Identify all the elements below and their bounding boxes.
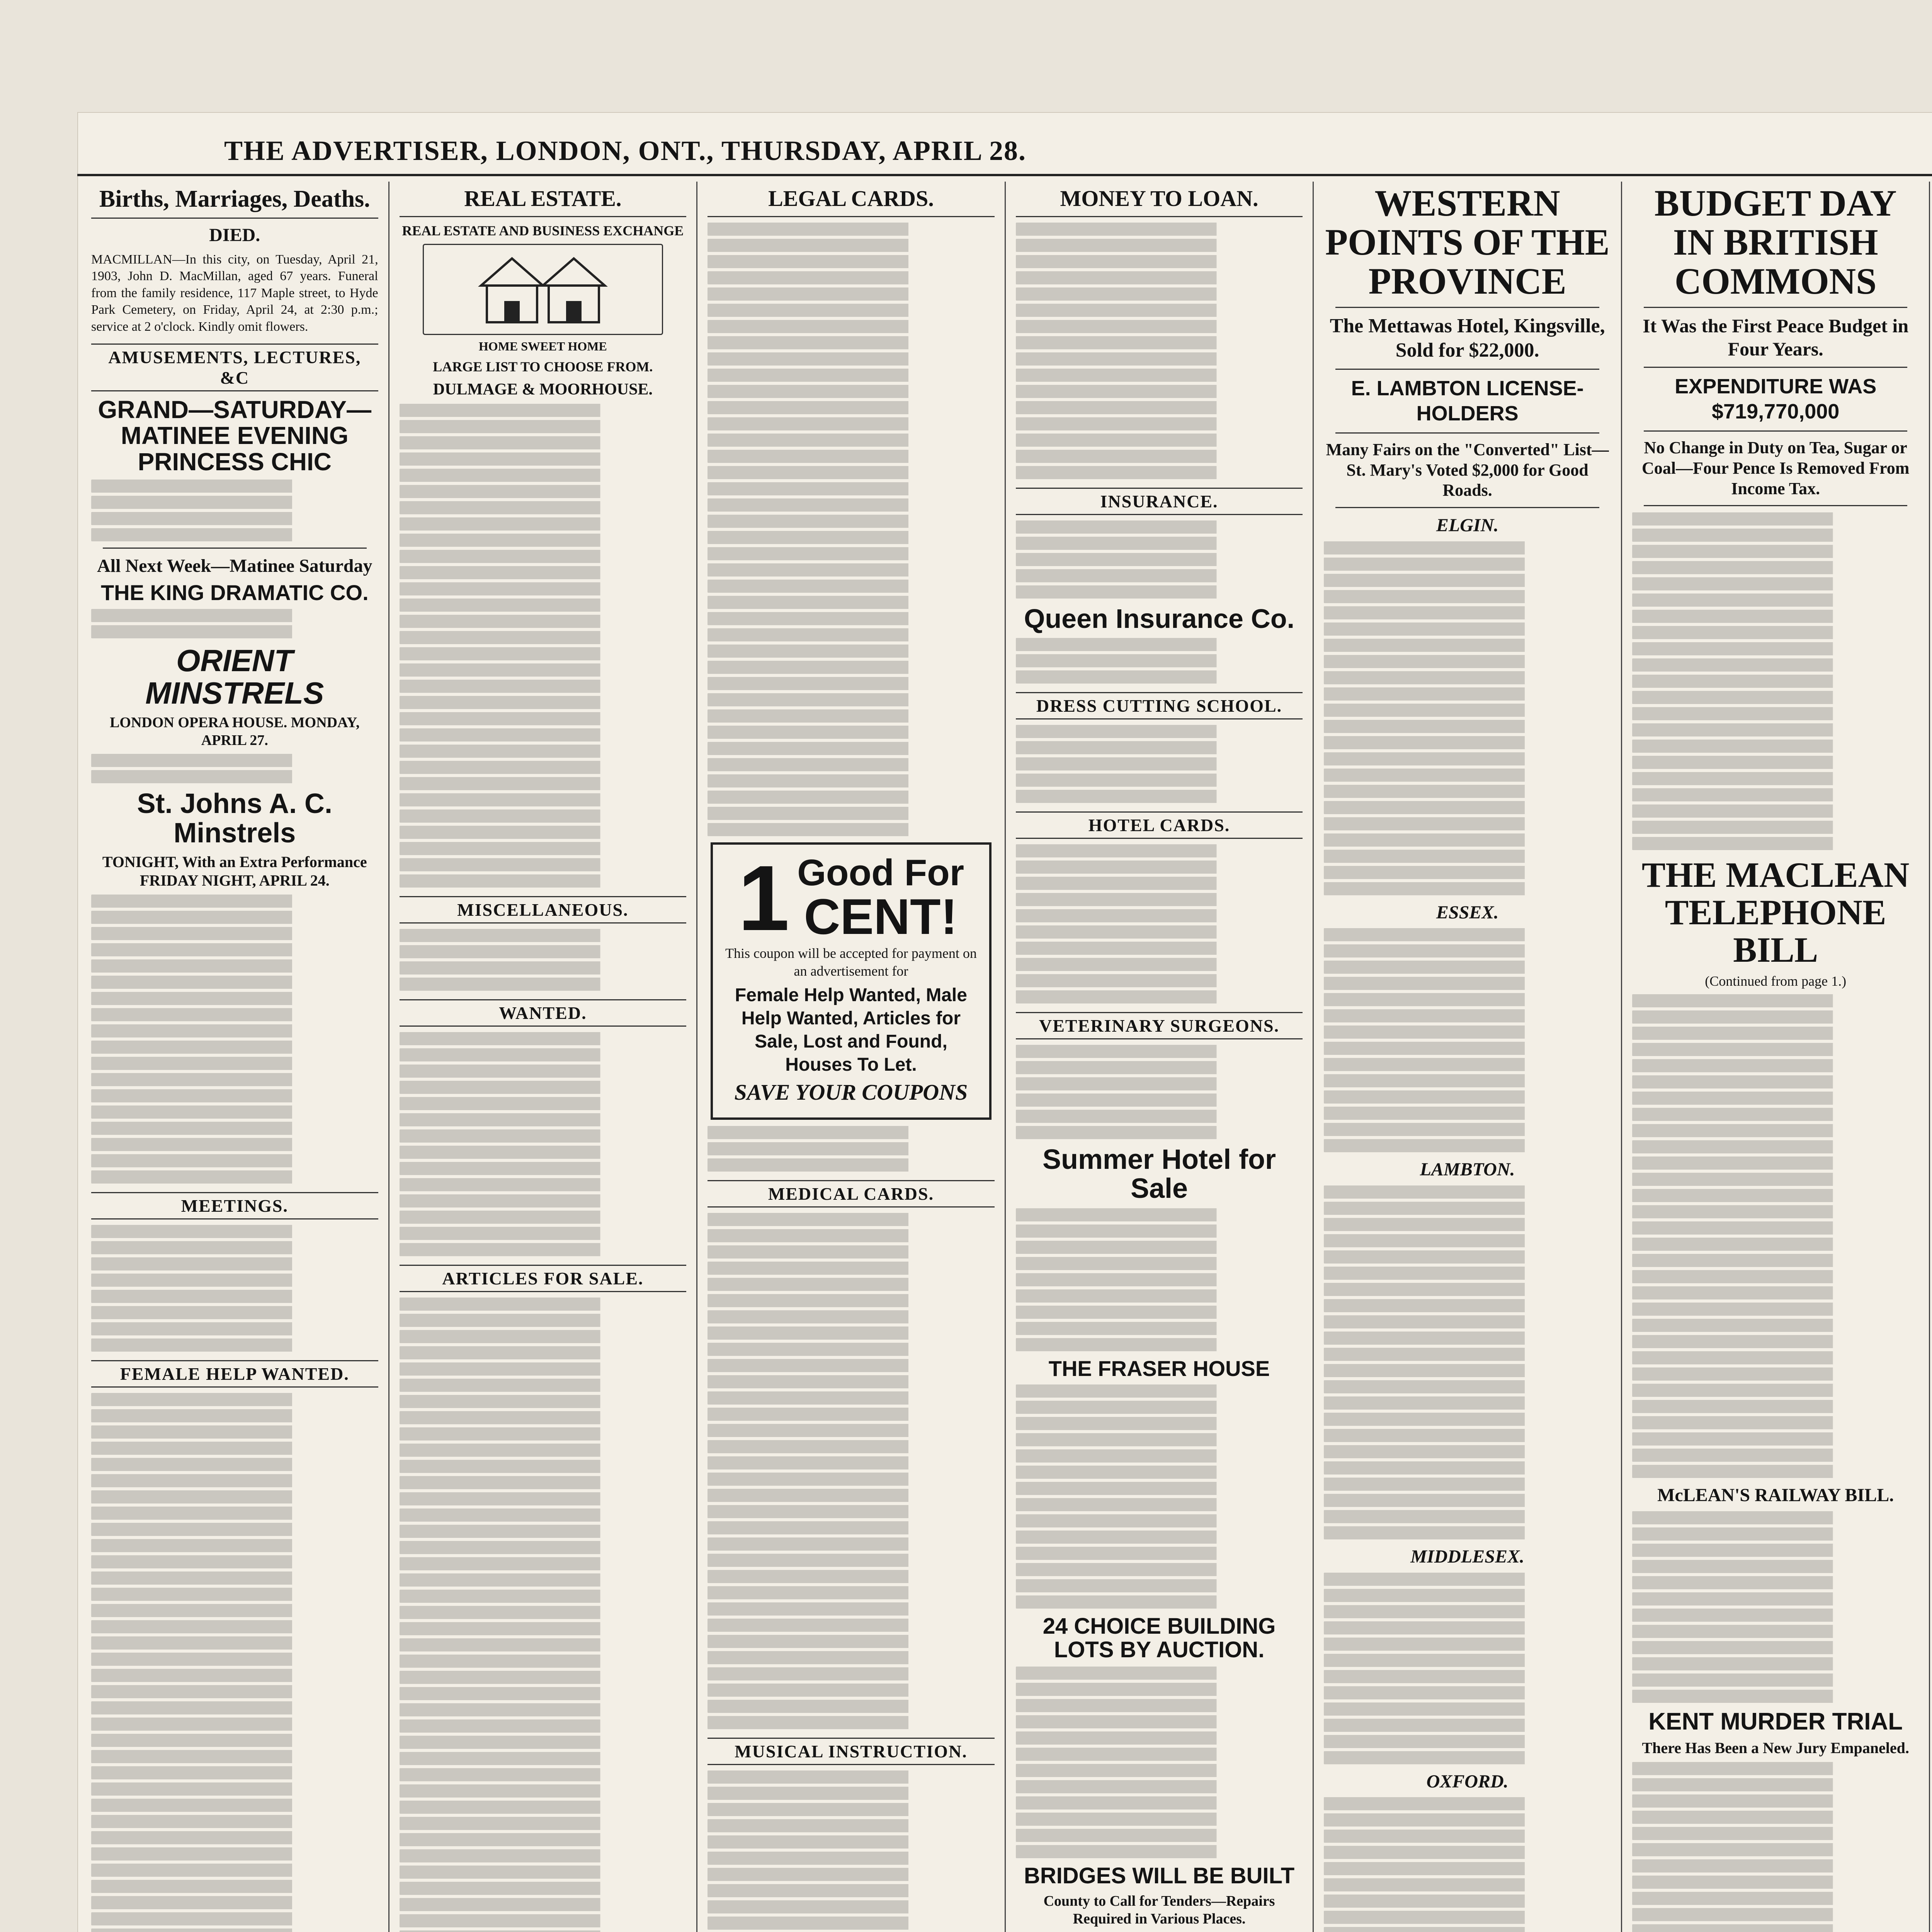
large-list: LARGE LIST TO CHOOSE FROM. xyxy=(433,359,653,374)
meetings-heading: MEETINGS. xyxy=(91,1192,378,1219)
dress-cutting-heading: DRESS CUTTING SCHOOL. xyxy=(1016,692,1303,719)
king-dramatic-co: THE KING DRAMATIC CO. xyxy=(100,580,369,605)
died-notice: MACMILLAN—In this city, on Tuesday, April 21, 1903, John D. MacMillan, aged 67 years. Funeral from the family residence, 117 Maple street, to Hyde Park Cemetery, on Friday, April 24, at 2:30 p.m.; service at 2 o'clock. Kindly omit flowers. xyxy=(91,252,378,334)
middlesex-heading: MIDDLESEX. xyxy=(1410,1546,1524,1567)
expenditure-deck: EXPENDITURE WAS $719,770,000 xyxy=(1675,375,1877,423)
bridges-deck: County to Call for Tenders—Repairs Required in Various Places. xyxy=(1043,1893,1275,1927)
budget-day-headline: BUDGET DAY IN BRITISH COMMONS xyxy=(1654,182,1897,302)
kent-deck: There Has Been a New Jury Empaneled. xyxy=(1642,1739,1909,1757)
real-estate-exchange: REAL ESTATE AND BUSINESS EXCHANGE xyxy=(402,223,684,238)
amusements-heading: AMUSEMENTS, LECTURES, &C xyxy=(91,344,378,391)
coupon-good-for: Good For xyxy=(797,852,964,893)
column-real-estate xyxy=(389,182,698,1932)
coupon-list: Female Help Wanted, Male Help Wanted, Articles for Sale, Lost and Found, Houses To Let. xyxy=(735,985,967,1075)
grand-princess-chic: GRAND—SATURDAY—MATINEE EVENING PRINCESS CHIC xyxy=(98,396,372,476)
masthead-title: THE ADVERTISER, LONDON, ONT., THURSDAY, APRIL 28. xyxy=(224,135,1026,166)
elgin-heading: ELGIN. xyxy=(1436,515,1499,536)
wanted-heading: WANTED. xyxy=(400,999,687,1027)
western-points-headline: WESTERN POINTS OF THE PROVINCE xyxy=(1325,182,1610,302)
column-budget-day xyxy=(1622,182,1930,1932)
st-johns-minstrels: St. Johns A. C. Minstrels xyxy=(137,788,332,849)
money-to-loan-heading: MONEY TO LOAN. xyxy=(1016,182,1303,217)
column-house-cleaning xyxy=(1930,182,1932,1932)
hotel-cards-heading: HOTEL CARDS. xyxy=(1016,811,1303,839)
peace-budget-deck: It Was the First Peace Budget in Four Years. xyxy=(1643,315,1909,360)
oxford-heading: OXFORD. xyxy=(1426,1771,1509,1792)
real-estate-heading: REAL ESTATE. xyxy=(400,182,687,217)
summer-hotel-for-sale: Summer Hotel for Sale xyxy=(1042,1144,1276,1204)
coupon-number: 1 xyxy=(738,846,790,950)
the-fraser-house: THE FRASER HOUSE xyxy=(1048,1356,1270,1381)
lambton-heading: LAMBTON. xyxy=(1420,1159,1515,1180)
st-johns-minstrels-sub: TONIGHT, With an Extra Performance FRIDAY NIGHT, APRIL 24. xyxy=(102,853,367,889)
musical-instruction-heading: MUSICAL INSTRUCTION. xyxy=(707,1738,995,1765)
continued-note: (Continued from page 1.) xyxy=(1705,973,1847,989)
orient-minstrels: ORIENT MINSTRELS xyxy=(145,643,324,711)
coupon-text: This coupon will be accepted for payment on an advertisement for xyxy=(725,946,977,979)
good-for-one-cent-coupon xyxy=(711,842,992,1120)
next-week-notice: All Next Week—Matinee Saturday xyxy=(97,555,372,576)
house-icon xyxy=(473,251,612,328)
legal-cards-heading: LEGAL CARDS. xyxy=(707,182,995,217)
choice-building-lots: 24 CHOICE BUILDING LOTS BY AUCTION. xyxy=(1043,1614,1276,1663)
births-marriages-deaths-heading: Births, Marriages, Deaths. xyxy=(91,182,378,219)
home-sweet-home-sign: HOME SWEET HOME xyxy=(478,339,607,354)
coupon-save: SAVE YOUR COUPONS xyxy=(734,1080,968,1105)
columns xyxy=(81,182,1932,1932)
kent-murder-trial: KENT MURDER TRIAL xyxy=(1648,1708,1903,1735)
insurance-heading: INSURANCE. xyxy=(1016,488,1303,515)
dulmage-moorhouse: DULMAGE & MOORHOUSE. xyxy=(433,380,653,398)
died-heading: DIED. xyxy=(209,225,260,245)
miscellaneous-heading: MISCELLANEOUS. xyxy=(400,896,687,923)
column-classifieds-left xyxy=(81,182,389,1932)
essex-heading: ESSEX. xyxy=(1436,902,1499,923)
medical-cards-heading: MEDICAL CARDS. xyxy=(707,1180,995,1208)
railway-bill-heading: McLEAN'S RAILWAY BILL. xyxy=(1657,1485,1894,1506)
home-sweet-home-illustration xyxy=(423,244,663,335)
column-western-points xyxy=(1314,182,1622,1932)
column-legal-medical xyxy=(697,182,1006,1932)
fairs-deck: Many Fairs on the "Converted" List—St. Mary's Voted $2,000 for Good Roads. xyxy=(1326,440,1609,500)
duty-deck: No Change in Duty on Tea, Sugar or Coal—Four Pence Is Removed From Income Tax. xyxy=(1641,438,1910,498)
orient-minstrels-sub: LONDON OPERA HOUSE. MONDAY, APRIL 27. xyxy=(110,714,360,748)
articles-for-sale-heading: ARTICLES FOR SALE. xyxy=(400,1265,687,1292)
maclean-telephone-bill: THE MACLEAN TELEPHONE BILL xyxy=(1641,855,1910,969)
female-help-heading: FEMALE HELP WANTED. xyxy=(91,1360,378,1388)
mettawas-deck: The Mettawas Hotel, Kingsville, Sold for $22,000. xyxy=(1330,315,1605,361)
bridges-will-be-built: BRIDGES WILL BE BUILT xyxy=(1024,1863,1295,1889)
coupon-cent: CENT! xyxy=(804,888,957,945)
veterinary-heading: VETERINARY SURGEONS. xyxy=(1016,1012,1303,1039)
lambton-license-deck: E. LAMBTON LICENSE-HOLDERS xyxy=(1351,377,1584,425)
masthead xyxy=(77,128,1932,176)
queen-insurance: Queen Insurance Co. xyxy=(1024,604,1295,634)
column-money-insurance xyxy=(1006,182,1314,1932)
